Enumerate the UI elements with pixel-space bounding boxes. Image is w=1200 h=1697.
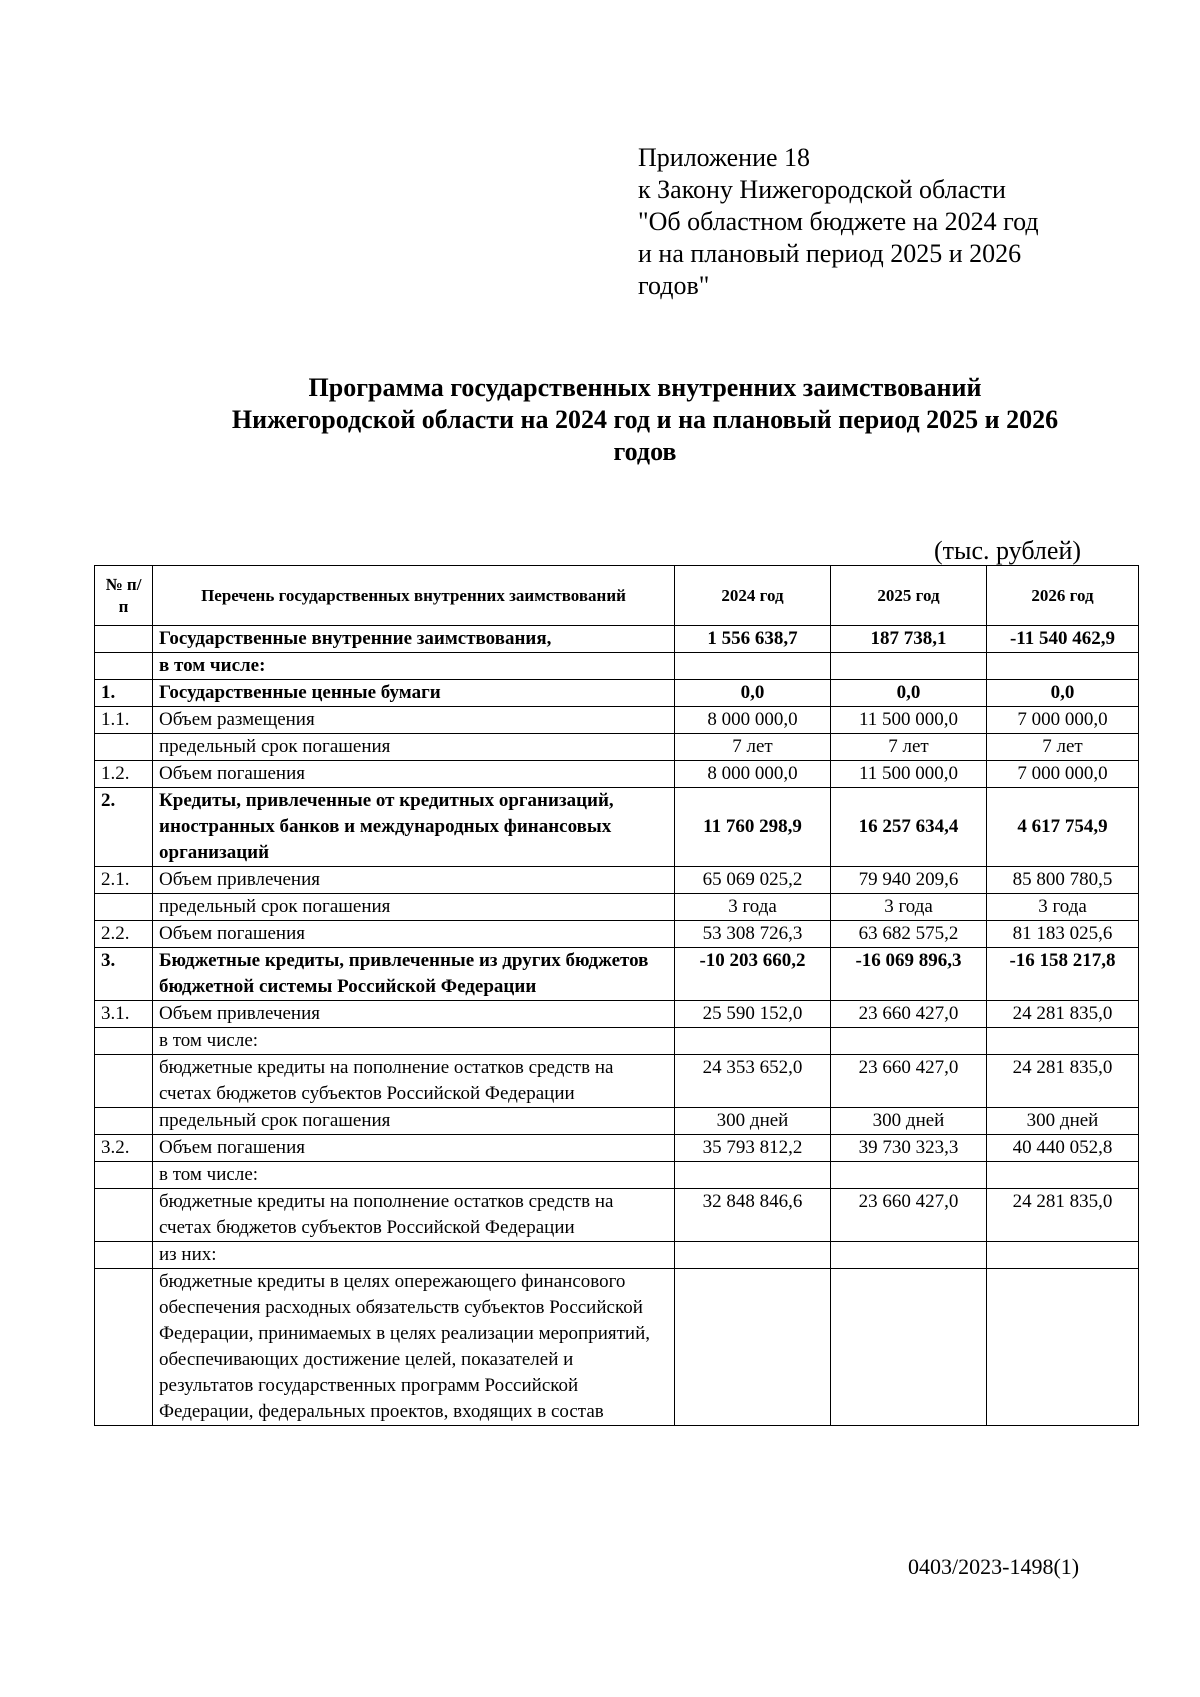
table-row bbox=[95, 1269, 1139, 1426]
row-name: Объем размещения bbox=[153, 707, 675, 734]
header-name: Перечень государственных внутренних заимствований bbox=[153, 566, 675, 626]
row-name: Объем погашения bbox=[153, 921, 675, 948]
table-row bbox=[95, 894, 1139, 921]
row-num: 1.2. bbox=[95, 761, 153, 788]
value-2024: 300 дней bbox=[675, 1108, 831, 1135]
table-row bbox=[95, 680, 1139, 707]
row-num bbox=[95, 626, 153, 653]
table-row bbox=[95, 1189, 1139, 1242]
row-num bbox=[95, 653, 153, 680]
row-num bbox=[95, 1162, 153, 1189]
row-num bbox=[95, 1269, 153, 1426]
table-row bbox=[95, 867, 1139, 894]
row-name: бюджетные кредиты на пополнение остатков средств на счетах бюджетов субъектов Российской Федерации bbox=[153, 1189, 675, 1242]
value-2024: 7 лет bbox=[675, 734, 831, 761]
value-2026 bbox=[987, 1269, 1139, 1426]
units-label: (тыс. рублей) bbox=[934, 536, 1082, 565]
value-2026: 3 года bbox=[987, 894, 1139, 921]
row-num bbox=[95, 894, 153, 921]
row-name: Государственные внутренние заимствования, bbox=[153, 626, 675, 653]
value-2024: 0,0 bbox=[675, 680, 831, 707]
value-2025: 7 лет bbox=[831, 734, 987, 761]
table-row bbox=[95, 707, 1139, 734]
row-name: Объем привлечения bbox=[153, 1001, 675, 1028]
row-num bbox=[95, 1242, 153, 1269]
value-2026 bbox=[987, 1242, 1139, 1269]
value-2026: 300 дней bbox=[987, 1108, 1139, 1135]
value-2024: 3 года bbox=[675, 894, 831, 921]
row-num bbox=[95, 734, 153, 761]
table-row bbox=[95, 1028, 1139, 1055]
table-row bbox=[95, 788, 1139, 867]
value-2026: -16 158 217,8 bbox=[987, 948, 1139, 1001]
value-2024: 35 793 812,2 bbox=[675, 1135, 831, 1162]
value-2025: 63 682 575,2 bbox=[831, 921, 987, 948]
title-line: Программа государственных внутренних заимствований bbox=[308, 373, 982, 402]
table-row bbox=[95, 653, 1139, 680]
row-name: Кредиты, привлеченные от кредитных организаций, иностранных банков и международных финансовых организаций bbox=[153, 788, 675, 867]
value-2026: 24 281 835,0 bbox=[987, 1001, 1139, 1028]
value-2026: 7 000 000,0 bbox=[987, 761, 1139, 788]
value-2025: 23 660 427,0 bbox=[831, 1001, 987, 1028]
row-name: Государственные ценные бумаги bbox=[153, 680, 675, 707]
row-name: из них: bbox=[153, 1242, 675, 1269]
value-2025: 11 500 000,0 bbox=[831, 761, 987, 788]
appendix-line: и на плановый период 2025 и 2026 bbox=[638, 239, 1022, 268]
row-name: в том числе: bbox=[153, 1028, 675, 1055]
value-2026: 7 000 000,0 bbox=[987, 707, 1139, 734]
row-name: Объем привлечения bbox=[153, 867, 675, 894]
row-num: 2. bbox=[95, 788, 153, 867]
value-2024 bbox=[675, 653, 831, 680]
value-2024: 11 760 298,9 bbox=[675, 788, 831, 867]
appendix-line: к Закону Нижегородской области bbox=[638, 175, 1006, 204]
row-name: в том числе: bbox=[153, 653, 675, 680]
value-2024: 32 848 846,6 bbox=[675, 1189, 831, 1242]
value-2025 bbox=[831, 653, 987, 680]
value-2026: 85 800 780,5 bbox=[987, 867, 1139, 894]
value-2026: 4 617 754,9 bbox=[987, 788, 1139, 867]
row-name: бюджетные кредиты в целях опережающего финансового обеспечения расходных обязательств субъектов Российской Федерации, принимаемых в целях реализации мероприятий, обеспечивающих достижение целей, показателей и результатов государственных программ Российской Федерации, федеральных проектов, входящих в состав bbox=[153, 1269, 675, 1426]
value-2025: 0,0 bbox=[831, 680, 987, 707]
value-2025: 16 257 634,4 bbox=[831, 788, 987, 867]
value-2024: 53 308 726,3 bbox=[675, 921, 831, 948]
appendix-line: Приложение 18 bbox=[638, 143, 811, 172]
appendix-line: "Об областном бюджете на 2024 год bbox=[638, 207, 1039, 236]
row-num bbox=[95, 1055, 153, 1108]
value-2025: 187 738,1 bbox=[831, 626, 987, 653]
value-2025: 3 года bbox=[831, 894, 987, 921]
row-num: 3.1. bbox=[95, 1001, 153, 1028]
value-2025: 39 730 323,3 bbox=[831, 1135, 987, 1162]
value-2025 bbox=[831, 1242, 987, 1269]
row-name: Бюджетные кредиты, привлеченные из других бюджетов бюджетной системы Российской Федерации bbox=[153, 948, 675, 1001]
appendix-block bbox=[638, 142, 1039, 302]
row-num: 2.1. bbox=[95, 867, 153, 894]
value-2026: -11 540 462,9 bbox=[987, 626, 1139, 653]
value-2026 bbox=[987, 1028, 1139, 1055]
value-2025: 23 660 427,0 bbox=[831, 1055, 987, 1108]
table-row bbox=[95, 1162, 1139, 1189]
document-code: 0403/2023-1498(1) bbox=[908, 1554, 1080, 1579]
header-2025: 2025 год bbox=[831, 566, 987, 626]
header-num: № п/п bbox=[95, 566, 153, 626]
value-2026: 40 440 052,8 bbox=[987, 1135, 1139, 1162]
value-2025: 300 дней bbox=[831, 1108, 987, 1135]
value-2026 bbox=[987, 1162, 1139, 1189]
value-2026 bbox=[987, 653, 1139, 680]
row-num: 1. bbox=[95, 680, 153, 707]
value-2026: 24 281 835,0 bbox=[987, 1189, 1139, 1242]
row-num: 1.1. bbox=[95, 707, 153, 734]
row-name: предельный срок погашения bbox=[153, 894, 675, 921]
table-row bbox=[95, 1108, 1139, 1135]
row-name: в том числе: bbox=[153, 1162, 675, 1189]
value-2024: 65 069 025,2 bbox=[675, 867, 831, 894]
row-name: предельный срок погашения bbox=[153, 1108, 675, 1135]
row-num bbox=[95, 1189, 153, 1242]
value-2024 bbox=[675, 1028, 831, 1055]
value-2025: 23 660 427,0 bbox=[831, 1189, 987, 1242]
value-2024: -10 203 660,2 bbox=[675, 948, 831, 1001]
table-row bbox=[95, 921, 1139, 948]
value-2024 bbox=[675, 1242, 831, 1269]
row-name: бюджетные кредиты на пополнение остатков средств на счетах бюджетов субъектов Российской Федерации bbox=[153, 1055, 675, 1108]
value-2025: 79 940 209,6 bbox=[831, 867, 987, 894]
row-num bbox=[95, 1028, 153, 1055]
value-2025 bbox=[831, 1162, 987, 1189]
table-row bbox=[95, 1055, 1139, 1108]
table-row bbox=[95, 734, 1139, 761]
value-2024: 24 353 652,0 bbox=[675, 1055, 831, 1108]
row-num: 2.2. bbox=[95, 921, 153, 948]
value-2026: 81 183 025,6 bbox=[987, 921, 1139, 948]
value-2024 bbox=[675, 1162, 831, 1189]
title-line: годов bbox=[613, 437, 677, 466]
value-2024: 25 590 152,0 bbox=[675, 1001, 831, 1028]
value-2024 bbox=[675, 1269, 831, 1426]
row-num: 3. bbox=[95, 948, 153, 1001]
title-line: Нижегородской области на 2024 год и на плановый период 2025 и 2026 bbox=[231, 405, 1059, 434]
table-row bbox=[95, 626, 1139, 653]
value-2026: 0,0 bbox=[987, 680, 1139, 707]
document-title bbox=[100, 372, 1190, 468]
value-2025: 11 500 000,0 bbox=[831, 707, 987, 734]
value-2026: 24 281 835,0 bbox=[987, 1055, 1139, 1108]
table-row bbox=[95, 1135, 1139, 1162]
table-row bbox=[95, 948, 1139, 1001]
table-row bbox=[95, 761, 1139, 788]
table-row bbox=[95, 1001, 1139, 1028]
header-2026: 2026 год bbox=[987, 566, 1139, 626]
row-num bbox=[95, 1108, 153, 1135]
value-2024: 8 000 000,0 bbox=[675, 761, 831, 788]
appendix-line: годов" bbox=[638, 271, 710, 300]
row-num: 3.2. bbox=[95, 1135, 153, 1162]
value-2025: -16 069 896,3 bbox=[831, 948, 987, 1001]
borrowing-table bbox=[94, 565, 1139, 1426]
value-2024: 1 556 638,7 bbox=[675, 626, 831, 653]
value-2025 bbox=[831, 1028, 987, 1055]
row-name: Объем погашения bbox=[153, 761, 675, 788]
row-name: Объем погашения bbox=[153, 1135, 675, 1162]
row-name: предельный срок погашения bbox=[153, 734, 675, 761]
value-2026: 7 лет bbox=[987, 734, 1139, 761]
value-2025 bbox=[831, 1269, 987, 1426]
table-row bbox=[95, 1242, 1139, 1269]
header-2024: 2024 год bbox=[675, 566, 831, 626]
value-2024: 8 000 000,0 bbox=[675, 707, 831, 734]
